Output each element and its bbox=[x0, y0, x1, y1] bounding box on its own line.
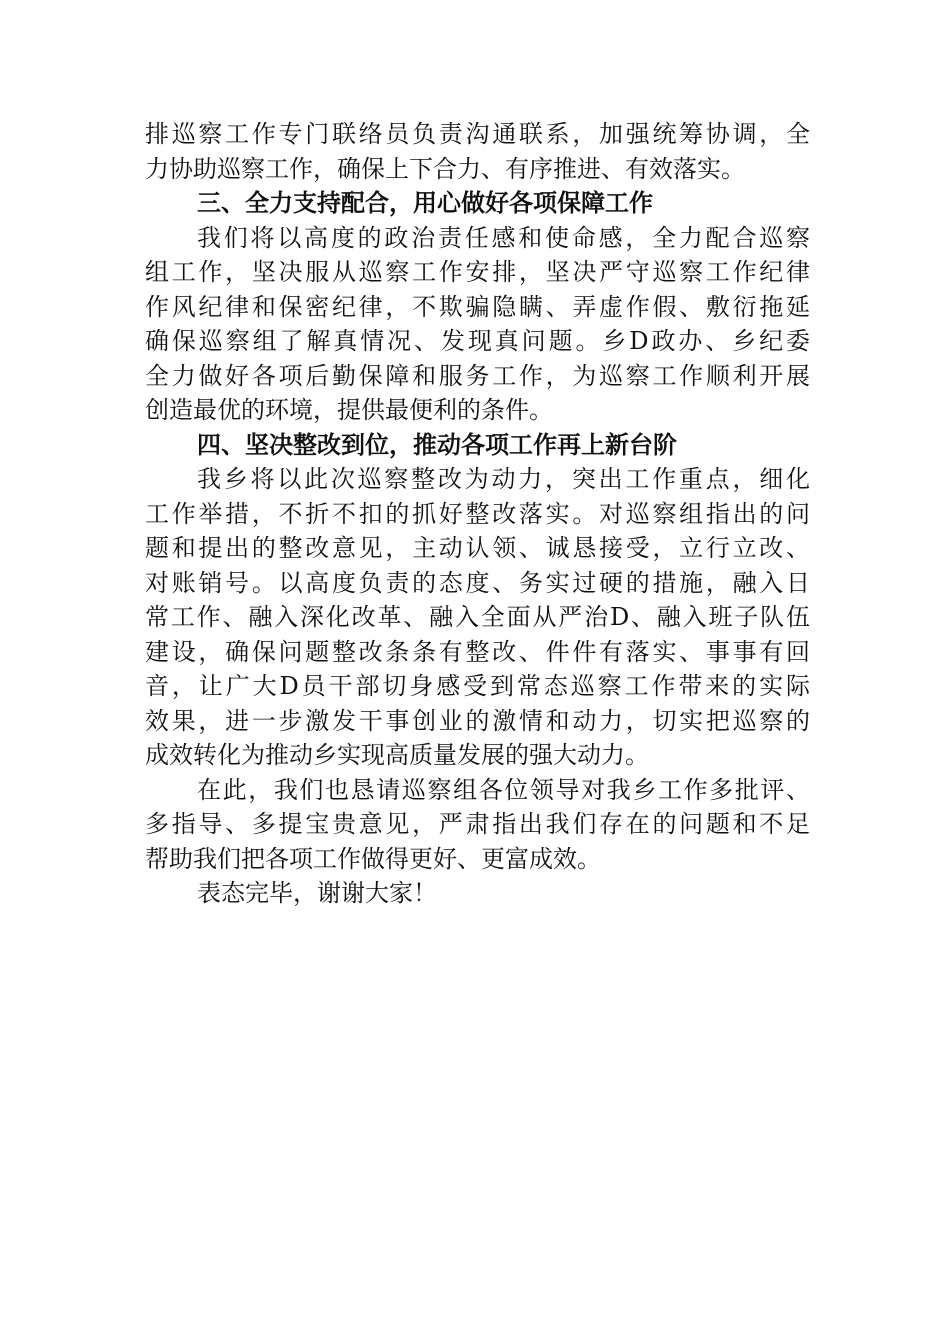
body-line: 我们将以高度的政治责任感和使命感，全力配合巡察 bbox=[197, 223, 810, 252]
section-heading-3: 三、全力支持配合，用心做好各项保障工作 bbox=[197, 189, 653, 217]
body-line: 音，让广大D员干部切身感受到常态巡察工作带来的实际 bbox=[145, 672, 810, 700]
body-line: 在此，我们也恳请巡察组各位领导对我乡工作多批评、 bbox=[197, 775, 810, 804]
body-line: 工作举措，不折不扣的抓好整改落实。对巡察组指出的问 bbox=[145, 499, 810, 528]
body-line: 成效转化为推动乡实现高质量发展的强大动力。 bbox=[145, 741, 649, 769]
body-line: 题和提出的整改意见，主动认领、诚恳接受，立行立改、 bbox=[145, 534, 810, 562]
body-line: 排巡察工作专门联络员负责沟通联系，加强统筹协调，全 bbox=[145, 120, 810, 148]
body-line: 常工作、融入深化改革、融入全面从严治D、融入班子队伍 bbox=[145, 603, 810, 631]
body-line: 对账销号。以高度负责的态度、务实过硬的措施，融入日 bbox=[145, 568, 810, 597]
body-line: 组工作，坚决服从巡察工作安排，坚决严守巡察工作纪律 bbox=[145, 258, 810, 286]
body-line: 作风纪律和保密纪律，不欺骗隐瞒、弄虚作假、敷衍拖延 bbox=[145, 292, 810, 321]
body-line: 全力做好各项后勤保障和服务工作，为巡察工作顺利开展 bbox=[145, 361, 810, 390]
body-line: 多指导、多提宝贵意见，严肃指出我们存在的问题和不足 bbox=[145, 810, 810, 838]
body-line: 帮助我们把各项工作做得更好、更富成效。 bbox=[145, 844, 601, 873]
document-body bbox=[145, 117, 810, 911]
body-line: 确保巡察组了解真情况、发现真问题。乡D政办、乡纪委 bbox=[145, 327, 810, 355]
section-heading-4: 四、坚决整改到位，推动各项工作再上新台阶 bbox=[197, 430, 677, 459]
body-line: 效果，进一步激发干事创业的激情和动力，切实把巡察的 bbox=[145, 706, 810, 735]
body-line: 创造最优的环境，提供最便利的条件。 bbox=[145, 396, 553, 424]
closing-line: 表态完毕，谢谢大家！ bbox=[197, 879, 437, 907]
body-line: 建设，确保问题整改条条有整改、件件有落实、事事有回 bbox=[145, 637, 810, 666]
body-line: 我乡将以此次巡察整改为动力，突出工作重点，细化 bbox=[197, 465, 810, 493]
body-line: 力协助巡察工作，确保上下合力、有序推进、有效落实。 bbox=[145, 154, 745, 183]
